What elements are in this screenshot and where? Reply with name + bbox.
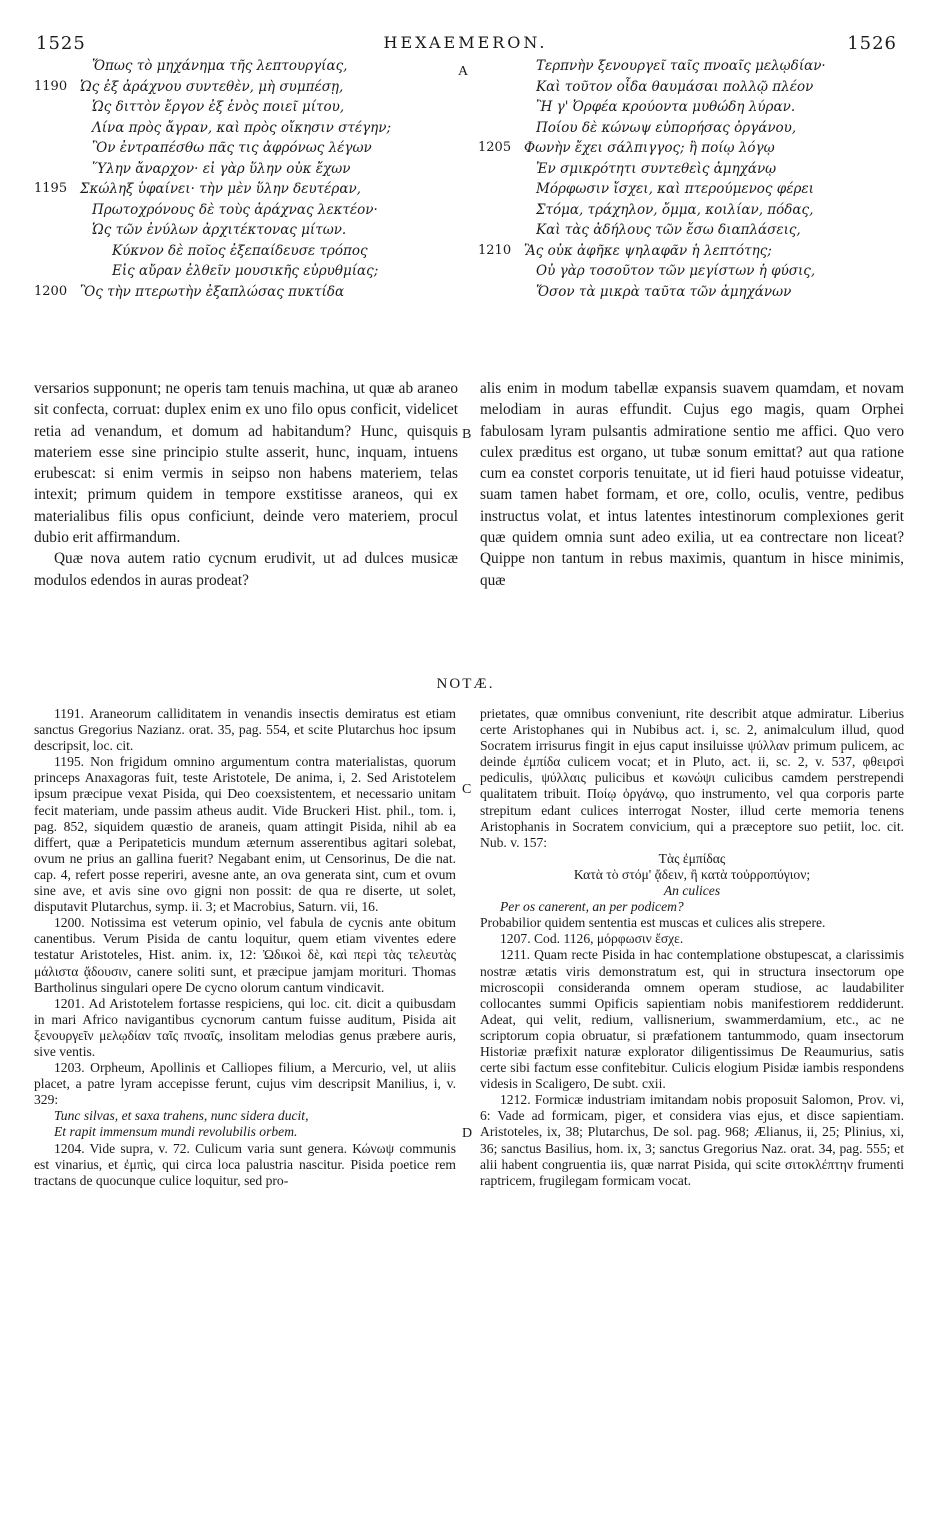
verse-text: Πρωτοχρόνους δὲ τοὺς ἀράχνας λεκτέον· bbox=[92, 201, 378, 218]
note-paragraph: 1203. Orpheum, Apollinis et Calliopes filium, a Mercurio, vel, ut aliis placet, a patre lyram accepisse ferunt, cujus vim descripsit Manilius, i, v. 329: bbox=[34, 1060, 456, 1108]
verse-line bbox=[34, 179, 464, 200]
greek-verse-left-column bbox=[34, 56, 464, 302]
margin-letter-d: D bbox=[462, 1126, 473, 1141]
verse-line bbox=[478, 56, 908, 77]
note-paragraph: prietates, quæ omnibus conveniunt, rite describit atque admiratur. Liberius certe Aristophanes qui in Nubibus act. i, sc. 2, animalculum illud, quod Socratem irrisurus fingit in ejus caput insiluisse ψύλλαν primum pulicem, ac deinde ἐμπίδα culicem vocat; et in Pluto, act. ii, sc. 2, v. 537, φθειρσὶ pediculis, ψύλλαις pulicibus et κωνώψι culicibus camdem perstrependi qualitatem tribuit. Ποίῳ ὀργάνῳ, quo instrumento, vel qua corporis parte strepitum edant culices interrogat Noster, illud certe memoria tenens Aristophanis in Socratem convicium, qui a præceptore suo petiit, loc. cit. Nub. v. 157: bbox=[480, 706, 904, 850]
latin-translation-left-column bbox=[34, 378, 458, 591]
verse-line bbox=[34, 138, 464, 159]
running-header bbox=[0, 33, 931, 55]
verse-text: Ὡς τῶν ἐνύλων ἀρχιτέκτονας μίτων. bbox=[92, 222, 347, 238]
note-paragraph: 1195. Non frigidum omnino argumentum contra materialistas, quorum princeps Anaxagoras fuit, teste Aristotele, De anima, i, 2. Sed Aristotelem ipsum præcipue vexat Pisida, qui Deo coexsistentem, et necessario unitam fecit materiam, unde passim atheus audit. Vide Bruckeri Hist. phil., tom. i, pag. 852, siquidem quæstio de araneis, quam attingit Pisida, nihil ab ea differt, quæ a Peripateticis mundum æternum asserentibus agitari solebat, ovum ne prius an gallina fuerit? Negabant enim, ut Censorinus, De die nat. cap. 4, refert posse reperiri, avesne ante, an ova generata sint, cum et ovum sine ave, et avis sine ovo gigni non possit: de qua re diserte, ut solet, disputavit Plutarchus, symp. ii. 3; et Macrobius, Saturn. vii, 16. bbox=[34, 754, 456, 915]
latin-translation-right-column bbox=[480, 378, 904, 591]
verse-line bbox=[478, 97, 908, 118]
verse-line bbox=[34, 56, 464, 77]
verse-line bbox=[478, 261, 908, 282]
verse-number: 1190 bbox=[34, 78, 68, 94]
verse-text: Ὃς τὴν πτερωτὴν ἐξαπλώσας πυκτίδα bbox=[80, 283, 345, 300]
verse-line bbox=[34, 220, 464, 241]
verse-text: Ὃν ἐντραπέσθω πᾶς τις ἀφρόνως λέγων bbox=[92, 140, 372, 156]
verse-line bbox=[478, 118, 908, 139]
verse-text: Καὶ τὰς ἀδήλους τῶν ἔσω διαπλάσεις, bbox=[536, 222, 801, 238]
verse-text: Κύκνον δὲ ποῖος ἐξεπαίδευσε τρόπος bbox=[112, 242, 368, 259]
verse-text: Ἢ γ' Ὀρφέα κρούοντα μυθώδη λύραν. bbox=[536, 99, 796, 115]
verse-text: Ὡς ἐξ ἀράχνου συντεθὲν, μὴ συμπέσῃ, bbox=[80, 78, 344, 95]
translation-paragraph: Quæ nova autem ratio cycnum erudivit, ut ad dulces musicæ modulos edendos in auras prodeat? bbox=[34, 550, 458, 589]
note-paragraph: Per os canerent, an per podicem? bbox=[500, 899, 684, 915]
verse-text: Ὅπως τὸ μηχάνημα τῆς λεπτουργίας, bbox=[92, 58, 348, 74]
verse-number: 1200 bbox=[34, 283, 68, 299]
verse-number: 1195 bbox=[34, 181, 68, 196]
verse-text: Σκώληξ ὑφαίνει· τὴν μὲν ὕλην δευτέραν, bbox=[80, 181, 361, 197]
running-title: HEXAEMERON. bbox=[383, 33, 548, 52]
note-paragraph: 1207. Cod. 1126, μόρφωσιν ἔσχε. bbox=[500, 931, 684, 947]
verse-text: Ὅσον τὰ μικρὰ ταῦτα τῶν ἀμηχάνων bbox=[536, 283, 792, 300]
margin-letter-c: C bbox=[462, 782, 472, 797]
note-paragraph: 1211. Quam recte Pisida in hac contemplatione obstupescat, a clarissimis nostræ ætatis viris demonstratum est, qui in structura insectorum ope microscopii consideranda omnem operam studiose, ac laudabiliter collocantes summi Opificis sapientiam nobis manifestiorem reddiderunt. Adeat, qui velit, redium, vallisnerium, swammerdamium, etc., ac ne scriptorum copia obruatur, si præfationem tantummodo, quam insectorum Historiæ præfixit naturæ explorator diligentissimus De Reaumurius, satis certe sibi factum esse confitebitur. Culicis elogium Pisidæ iambis respondens videsis in Scaligero, De subt. cxii. bbox=[480, 947, 904, 1092]
verse-line bbox=[478, 179, 908, 200]
verse-text: Ποίου δὲ κώνωψ εὐπορήσας ὀργάνου, bbox=[536, 119, 797, 136]
verse-line bbox=[478, 200, 908, 221]
translation-paragraph: alis enim in modum tabellæ expansis suavem quamdam, et novam melodiam in auras effundit. Cujus ego magis, quam Orphei fabulosam lyram pulsantis admiratione sentio me affici. Quo vero culex præditus est organo, ut tubæ sonum emittat? aut qua ratione cum ea constet corporis tenuitate, ut id fieri haud potuisse videatur, suam tamen habet formam, et ore, collo, oculis, ventre, pedibus instructus volat, et intus latentes intestinorum complexiones gerit quæ quidem omnia sunt adeo exilia, ut ea contrectare non liceat? Quippe non tantum in rebus maximis, quantum in hisce minimis, quæ bbox=[480, 380, 904, 589]
verse-text: Ὕλην ἄναρχον· εἰ γὰρ ὕλην οὐκ ἔχων bbox=[92, 160, 351, 177]
verse-text: Μόρφωσιν ἴσχει, καὶ πτερούμενος φέρει bbox=[536, 181, 814, 197]
verse-line bbox=[34, 118, 464, 139]
verse-line bbox=[34, 77, 464, 98]
verse-line bbox=[34, 282, 464, 303]
verse-text: Φωνὴν ἔχει σάλπιγγος; ἢ ποίῳ λόγῳ bbox=[524, 140, 775, 156]
verse-text: Ἃς οὐκ ἀφῆκε ψηλαφᾶν ἡ λεπτότης; bbox=[524, 242, 772, 259]
verse-text: Εἰς αὔραν ἐλθεῖν μουσικῆς εὐρυθμίας; bbox=[112, 263, 379, 279]
verse-line bbox=[478, 241, 908, 262]
verse-text: Λίνα πρὸς ἄγραν, καὶ πρὸς οἴκησιν στέγην; bbox=[92, 119, 392, 136]
verse-line bbox=[34, 200, 464, 221]
translation-paragraph: versarios supponunt; ne operis tam tenuis machina, ut quæ ab araneo sit confecta, corruat: duplex enim ex uno filo opus conficit, videlicet retia ad venandum, et domum ad habitandum? Hunc, quisquis materiem esse sine principio stulte asserit, hunc, inquam, intuens erubescat: si enim vermis in seipso non habens materiem, telas intexit; primum quidem in tempore exstitisse araneos, qui ex materialibus filis opus conficiunt, deinde vero materiem, procul dubio erit affirmandum. bbox=[34, 380, 458, 547]
verse-text: Καὶ τοῦτον οἶδα θαυμάσαι πολλῷ πλέον bbox=[536, 78, 814, 95]
note-paragraph: Τὰς ἐμπίδας bbox=[658, 850, 726, 866]
verse-text: Ὡς διττὸν ἔργον ἐξ ἑνὸς ποιεῖ μίτου, bbox=[92, 99, 345, 115]
margin-letter-a: A bbox=[458, 64, 469, 79]
note-paragraph: Probabilior quidem sententia est muscas et culices alis strepere. bbox=[480, 915, 826, 931]
verse-text: Ἐν σμικρότητι συντεθεὶς ἀμηχάνῳ bbox=[536, 160, 777, 177]
note-paragraph: An culices bbox=[663, 883, 721, 899]
notes-left-column bbox=[34, 706, 456, 1189]
note-paragraph: 1201. Ad Aristotelem fortasse respiciens, qui loc. cit. dicit a quibusdam in mari Africo navigantibus cycnorum cantum fuisse auditum, Pisida ait ξενουργεῖν μελῳδίαν ταῖς πνοαῖς, insolitam melodias genus præbere auris, sive ventis. bbox=[34, 995, 456, 1059]
verse-number: 1205 bbox=[478, 140, 512, 155]
verse-number: 1210 bbox=[478, 242, 512, 258]
verse-line bbox=[478, 138, 908, 159]
verse-line bbox=[34, 159, 464, 180]
note-paragraph: Tunc silvas, et saxa trahens, nunc sidera ducit, bbox=[54, 1108, 309, 1124]
note-paragraph: Et rapit immensum mundi revolubilis orbem. bbox=[54, 1124, 298, 1140]
verse-line bbox=[478, 77, 908, 98]
margin-letter-b: B bbox=[462, 427, 472, 442]
verse-text: Οὐ γὰρ τοσοῦτον τῶν μεγίστων ἡ φύσις, bbox=[536, 263, 816, 279]
greek-verse-right-column bbox=[478, 56, 908, 302]
page-number-right: 1526 bbox=[847, 33, 897, 54]
note-paragraph: Κατὰ τὸ στόμ' ᾄδειν, ἢ κατὰ τοὐρροπύγιον; bbox=[573, 866, 811, 882]
page-number-left: 1525 bbox=[36, 33, 86, 54]
note-paragraph: 1200. Notissima est veterum opinio, vel fabula de cycnis ante obitum canentibus. Verum Pisida de cantu loquitur, quem etiam viventes edere testatur Aristoteles, Hist. anim. ix, 12: Ὠδικοὶ δὲ, καὶ περὶ τὰς τελευτὰς μάλιστα ᾄδουσιν, canere soliti sunt, et præcipue jamjam morituri. Thomas Bartholinus singulari opere De cycno olorum cantum vindicavit. bbox=[34, 915, 456, 995]
verse-line bbox=[478, 159, 908, 180]
verse-text: Στόμα, τράχηλον, ὄμμα, κοιλίαν, πόδας, bbox=[536, 201, 814, 218]
note-paragraph: 1204. Vide supra, v. 72. Culicum varia sunt genera. Κώνωψ communis est vinarius, et ἐμπὶς, qui circa loca palustria nascitur. Pisida poetice rem tractans de quocunque culice loquitur, sed pro- bbox=[34, 1140, 456, 1188]
verse-line bbox=[34, 261, 464, 282]
notes-right-column bbox=[480, 706, 904, 1189]
verse-text: Τερπνὴν ξενουργεῖ ταῖς πνοαῖς μελῳδίαν· bbox=[536, 58, 826, 74]
note-paragraph: 1191. Araneorum calliditatem in venandis insectis demiratus est etiam sanctus Gregorius Nazianz. orat. 35, pag. 554, et scite Plutarchus hoc ipsum descripsit, loc. cit. bbox=[34, 706, 456, 754]
verse-line bbox=[478, 220, 908, 241]
notes-heading: NOTÆ. bbox=[436, 676, 495, 692]
note-paragraph: 1212. Formicæ industriam imitandam nobis proposuit Salomon, Prov. vi, 6: Vade ad formicam, piger, et considera vias ejus, et disce sapientiam. Aristoteles, ix, 38; Plutarchus, De sol. pag. 968; Ælianus, ii, 25; Plinius, xi, 36; sanctus Basilius, hom. ix, 3; sanctus Gregorius Naz. orat. 34, pag. 555; et alii habent congruentia iis, quæ narrat Pisida, qui scite σιτοκλέπτην frumenti raptricem, frugilegam formicam vocat. bbox=[480, 1092, 904, 1188]
verse-line bbox=[478, 282, 908, 303]
verse-line bbox=[34, 241, 464, 262]
verse-line bbox=[34, 97, 464, 118]
